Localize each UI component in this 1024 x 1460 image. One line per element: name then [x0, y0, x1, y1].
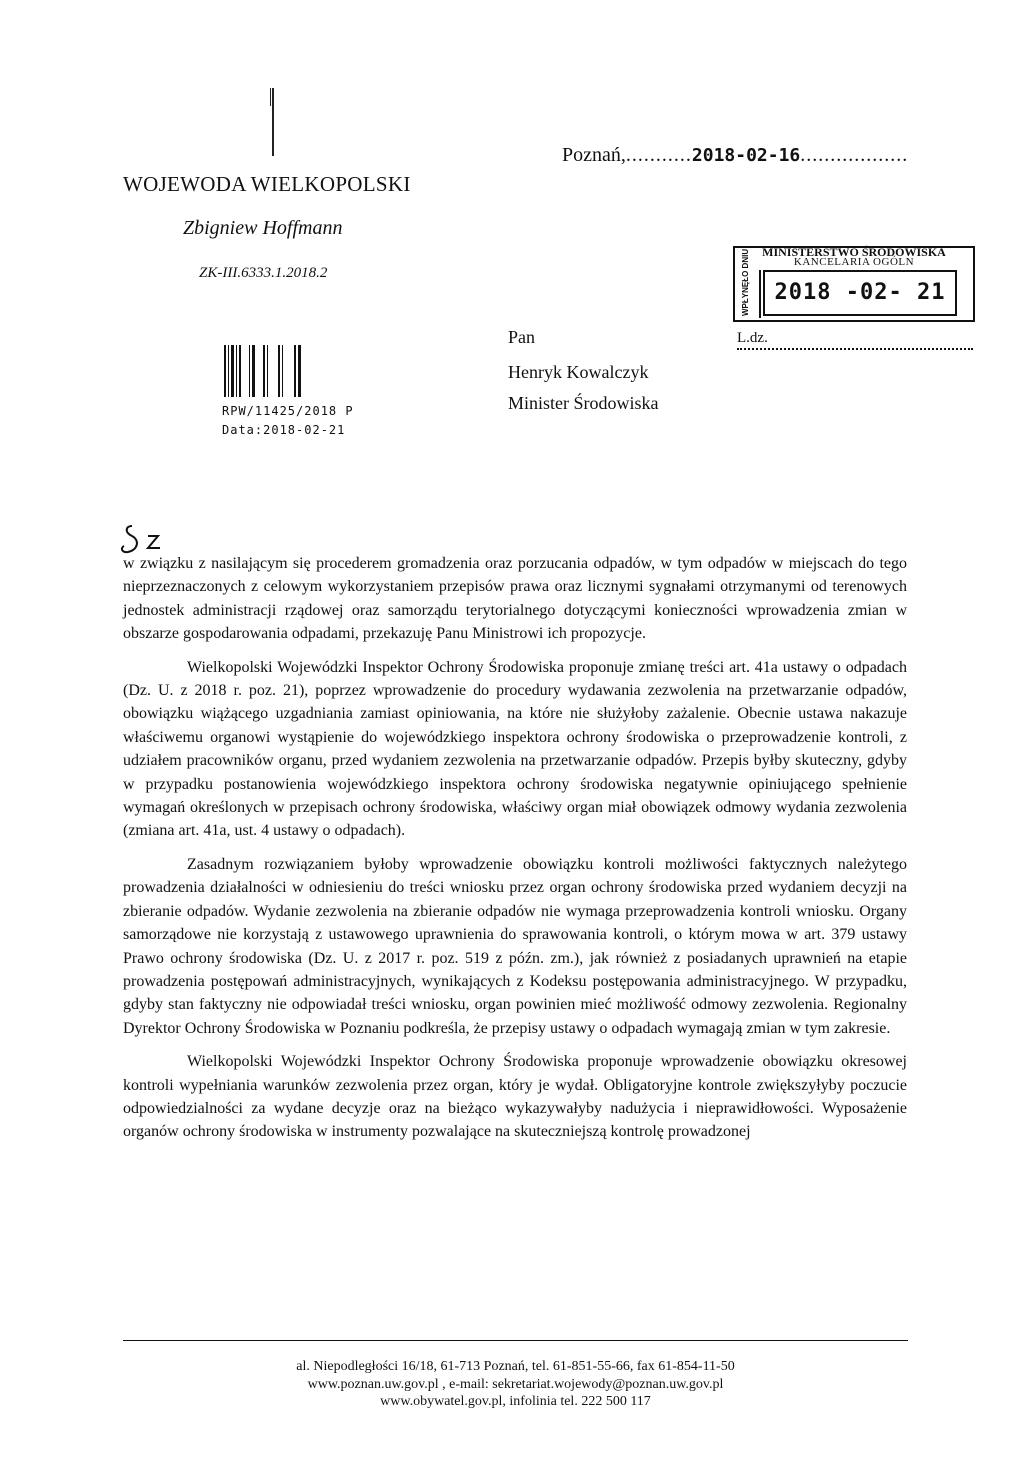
reference-number: ZK-III.6333.1.2018.2: [199, 265, 328, 281]
place-date: [562, 144, 908, 167]
barcode-text: [222, 402, 354, 440]
paragraph-4: Wielkopolski Wojewódzki Inspektor Ochrony Środowiska proponuje wprowadzenie obowiązku okresowej kontroli wypełniania warunków zezwolenia przez organ, który je wydał. Obligatoryjne kontrole zwiększyłyby poczucie odpowiedzialności za wydane decyzje oraz na bieżąco wykazywałyby nadużycia i nieprawidłowości. Wyposażenie organów ochrony środowiska w instrumenty pozwalające na skuteczniejszą kontrolę prowadzonej: [123, 1053, 907, 1141]
handwritten-date: 2018-02-16: [691, 145, 801, 166]
footer-divider: [123, 1340, 908, 1341]
stamp-title: MINISTERSTWO ŚRODOWISKA: [762, 245, 946, 259]
registry-stamp: [733, 246, 975, 322]
stamp-ldz-label: L.dz.: [737, 330, 768, 346]
recipient-salutation: Pan: [508, 327, 535, 347]
place-label: Poznań,: [562, 144, 626, 166]
sender-organization: WOJEWODA WIELKOPOLSKI: [123, 172, 411, 196]
stamp-subtitle: KANCELARIA OGÓLN: [793, 256, 915, 268]
scan-mark: [272, 88, 274, 156]
paragraph-2: Wielkopolski Wojewódzki Inspektor Ochrony Środowiska proponuje zmianę treści art. 41a ustawy o odpadach (Dz. U. z 2018 r. poz. 21), poprzez wprowadzenie do procedury wydawania zezwolenia na przetwarzanie odpadów, obowiązku wiążącego uzgadniania zamiast opiniowania, na które nie służyłoby zażalenie. Obecnie ustawa nakazuje właściwemu organowi wystąpienie do wojewódzkiego inspektora ochrony środowiska o przeprowadzenie kontroli, z udziałem pracowników organu, przed wydaniem zezwolenia na przetwarzanie odpadów. Przepis byłby skuteczny, gdyby w przypadku postanowienia wojewódzkiego inspektora ochrony środowiska negatywnie opiniującego spełnienie wymagań określonych w przepisach ochrony środowiska, właściwy organ miał obowiązek odmowy wydania zezwolenia (zmiana art. 41a, ust. 4 ustawy o odpadach).: [123, 658, 907, 840]
paragraph-3: Zasadnym rozwiązaniem byłoby wprowadzenie obowiązku kontroli możliwości faktycznych należytego prowadzenia działalności w odniesieniu do treści wniosku przez organ ochrony środowiska przed wydaniem decyzji na zbieranie odpadów. Wydanie zezwolenia na zbieranie odpadów nie wymaga przeprowadzenia kontroli wniosku. Organy samorządowe nie korzystają z ustawowego uprawnienia do sprawowania kontroli, o którym mowa w art. 379 ustawy Prawo ochrony środowiska (Dz. U. z 2017 r. poz. 519 z późn. zm.), jak również z posiadanych uprawnień na etapie prowadzenia postępowań administracyjnych, wynikających z Kodeksu postępowania administracyjnego. W przypadku, gdyby stan faktyczny nie odpowiadał treści wniosku, organ powinien mieć możliwość odmowy zezwolenia. Regionalny Dyrektor Ochrony Środowiska w Poznaniu podkreśla, że przepisy ustawy o odpadach wymagają zmian w tym zakresie.: [123, 855, 907, 1037]
sender-name: Zbigniew Hoffmann: [183, 217, 343, 239]
footer-web-email: www.poznan.uw.gov.pl , e-mail: sekretariat.wojewody@poznan.uw.gov.pl: [307, 1376, 724, 1392]
footer-hotline: www.obywatel.gov.pl, infolinia tel. 222 500 117: [380, 1394, 651, 1409]
recipient-name: Henryk Kowalczyk: [508, 362, 649, 382]
recipient-title: Minister Środowiska: [508, 393, 659, 413]
footer: [123, 1358, 908, 1411]
place-dots: ...........: [625, 144, 692, 166]
barcode-date: Data:2018-02-21: [222, 423, 346, 437]
barcode-icon: [222, 345, 322, 397]
paragraph-1: w związku z nasilającym się procederem gromadzenia oraz porzucania odpadów, w tym odpadów w miejscach do tego nieprzeznaczonych z celowym wykorzystaniem przepisów prawa oraz licznymi sygnałami otrzymanymi od terenowych jednostek administracji rządowej oraz samorządu terytorialnego dotyczącymi konieczności wprowadzenia zmian w obszarze gospodarowania odpadami, przekazuję Panu Ministrowi ich propozycje.: [123, 555, 907, 643]
stamp-side-text: WPŁYNĘŁO DNIU: [741, 248, 750, 316]
letter-body: [123, 552, 907, 1154]
scan-mark-small: [270, 88, 271, 106]
footer-address: al. Niepodległości 16/18, 61-713 Poznań, tel. 61-851-55-66, fax 61-854-11-50: [296, 1359, 735, 1374]
stamp-ldz-line: [737, 348, 973, 350]
barcode-number: RPW/11425/2018 P: [222, 404, 354, 418]
stamp-date: 2018 -02- 21: [763, 270, 957, 316]
place-dots-trailing: ..................: [800, 144, 909, 166]
stamp-side-label: [737, 248, 761, 318]
